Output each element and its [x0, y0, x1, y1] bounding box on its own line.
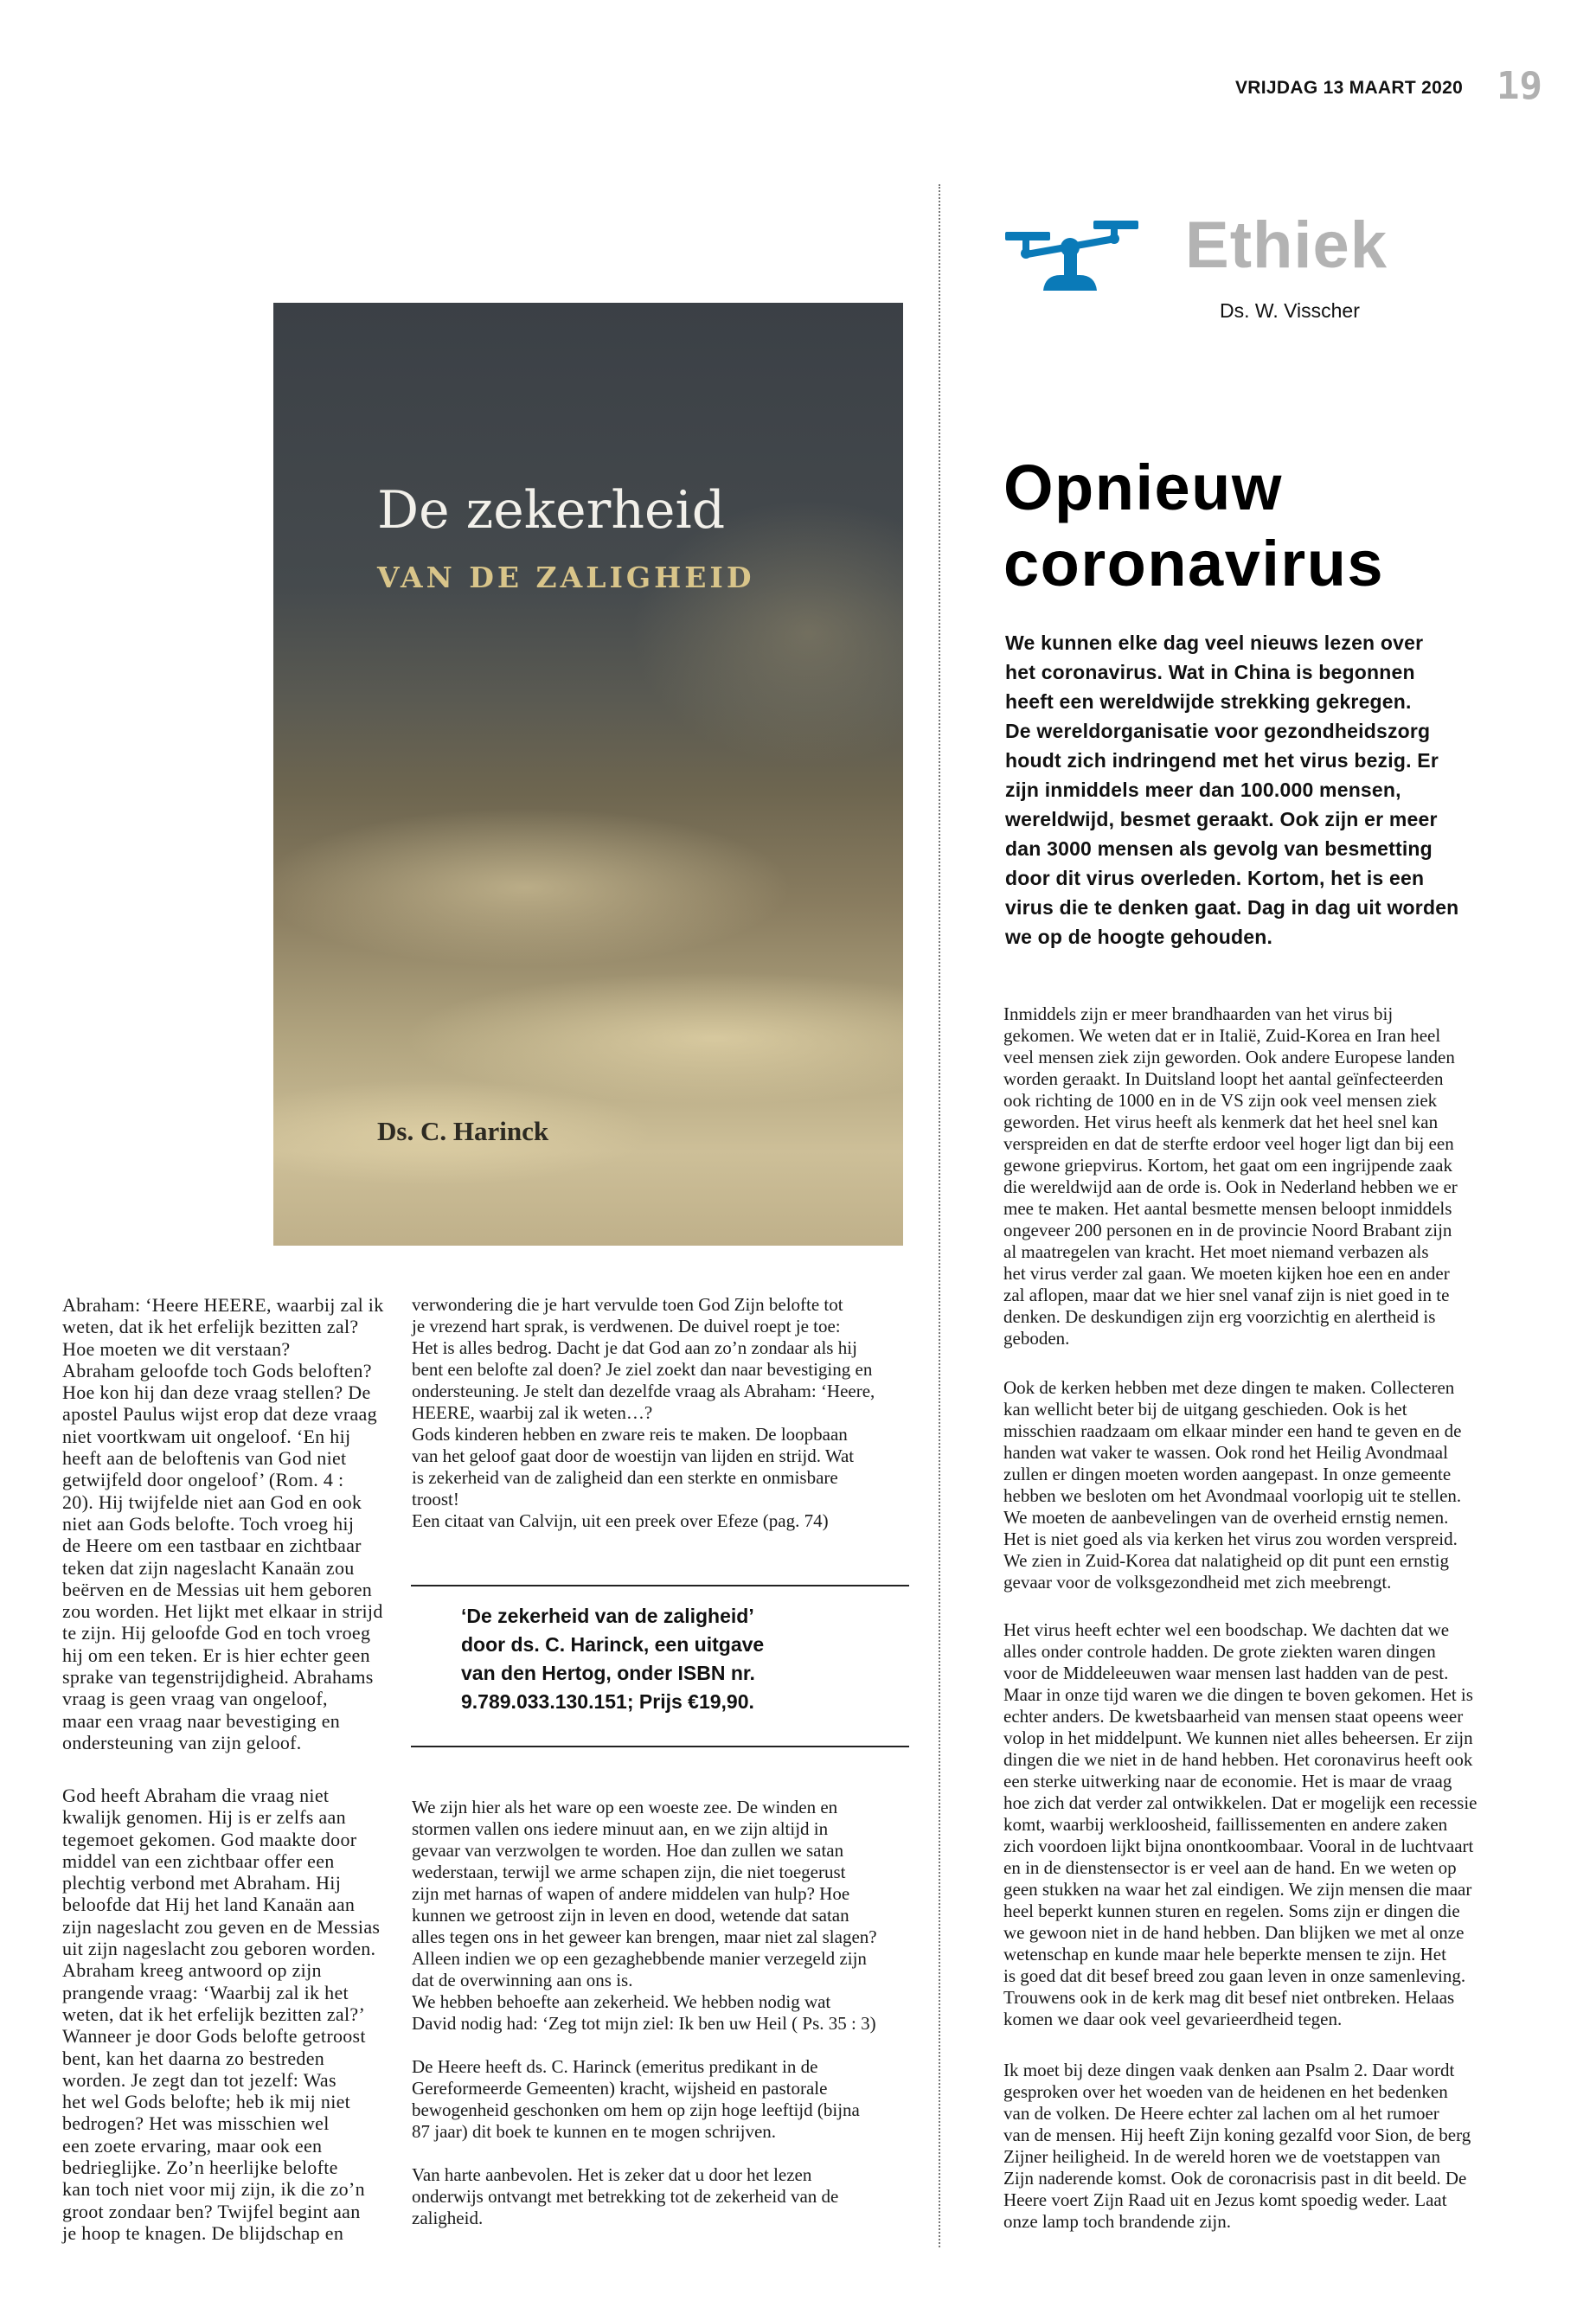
- cover-title: De zekerheid: [377, 480, 726, 541]
- article-headline: Opnieuw coronavirus: [1003, 452, 1385, 599]
- book-review-paragraph: We zijn hier als het ware op een woeste zee. De winden en stormen vallen ons iedere minuut aan, en we zijn altijd in gevaar van verzwolgen te worden. Hoe dan zullen we satan wederstaan, terwijl we arme schapen zijn, die niet toegerust zijn met harnas of wapen of andere middelen van hulp? Hoe kunnen we getroost zijn in leven en dood, wetende dat satan alles tegen ons in het geweer kan brengen, maar niet zal slagen? Alleen indien we op een gezaghebbende manier verzegeld zijn dat de overwinning aan ons is. We hebben behoefte aan zekerheid. We hebben nodig wat David nodig had: ‘Zeg tot mijn ziel: Ik ben uw Heil ( Ps. 35 : 3) De Heere heeft ds. C. Harinck (emeritus predikant in de Gereformeerde Gemeenten) kracht, wijsheid en pastorale bewogenheid geschonken om hem op zijn hoge leeftijd (bijna 87 jaar) dit boek te kunnen en te mogen schrijven. Van harte aanbevolen. Het is zeker dat u door het lezen onderwijs ontvangt met betrekking tot de zekerheid van de zaligheid.: [412, 1797, 877, 2228]
- article-paragraph: Inmiddels zijn er meer brandhaarden van het virus bij gekomen. We weten dat er in Italië, Zuid-Korea en Iran heel veel mensen ziek zijn geworden. Ook andere Europese landen worden geraakt. In Duitsland loopt het aantal geïnfecteerden ook richting de 1000 en in de VS zijn ook veel mensen ziek geworden. Het virus heeft als kenmerk dat het heel snel kan verspreiden en dat de sterfte erdoor veel hoger ligt dan bij een gewone griepvirus. Kortom, het gaat om een ingrijpende zaak die wereldwijd aan de orde is. Ook in Nederland hebben we er mee te maken. Het aantal besmette mensen beloopt inmiddels ongeveer 200 personen en in de provincie Noord Brabant zijn al maatregelen van kracht. Het moet niemand verbazen als het virus verder zal gaan. We moeten kijken hoe een en ander zal aflopen, maar dat we hier snel vanaf zijn is niet goed in te denken. De deskundigen zijn erg voorzichtig en alertheid is geboden.: [1003, 1003, 1458, 1349]
- scales-icon: [1003, 215, 1168, 292]
- info-box-bottom-rule: [411, 1746, 909, 1747]
- book-info-box: ‘De zekerheid van de zaligheid’ door ds. C. Harinck, een uitgave van den Hertog, onder ISBN nr. 9.789.033.130.151; Prijs €19,90.: [461, 1605, 765, 1713]
- article-paragraph: Het virus heeft echter wel een boodschap. We dachten dat we alles onder controle hadden. De grote ziekten waren dingen voor de Middeleeuwen waar mensen last hadden van de pest. Maar in onze tijd waren we die dingen te boven gekomen. Het is echter anders. De kwetsbaarheid van mensen staat opeens weer volop in het middelpunt. We kunnen niet alles beheersen. Er zijn dingen die we niet in de hand hebben. Het coronavirus heeft ook een sterke uitwerking naar de economie. Het is maar de vraag hoe zich dat verder zal ontwikkelen. Dat er mogelijk een recessie komt, waarbij werkloosheid, faillissementen en andere zaken zich voordoen lijkt bijna onontkoombaar. Vooral in de luchtvaart en in de dienstensector is er veel aan de hand. En we weten op geen stukken na waar het zal eindigen. We zijn mensen die maar heel beperkt kunnen sturen en regelen. Soms zijn er dingen die we gewoon niet in de hand hebben. Dan blijken we met al onze wetenschap en kunde maar hele beperkte mensen te zijn. Het is goed dat dit besef breed zou gaan leven in onze samenleving. Trouwens ook in de kerk mag dit besef niet ontbreken. Helaas komen we daar ook veel gevarieerdheid tegen.: [1003, 1619, 1477, 2029]
- cover-author: Ds. C. Harinck: [377, 1116, 549, 1146]
- info-box-top-rule: [411, 1585, 909, 1586]
- article-intro: We kunnen elke dag veel nieuws lezen over het coronavirus. Wat in China is begonnen heeft een wereldwijde strekking gekregen. De wereldorganisatie voor gezondheidszorg houdt zich indringend met het virus bezig. Er zijn inmiddels meer dan 100.000 mensen, wereldwijd, besmet geraakt. Ook zijn er meer dan 3000 mensen als gevolg van besmetting door dit virus overleden. Kortom, het is een virus die te denken gaat. Dag in dag uit worden we op de hoogte gehouden.: [1005, 631, 1459, 948]
- article-author: Ds. W. Visscher: [1220, 299, 1360, 322]
- book-review-paragraph: Abraham: ‘Heere HEERE, waarbij zal ik weten, dat ik het erfelijk bezitten zal? Hoe moeten we dit verstaan? Abraham geloofde toch Gods beloften? Hoe kon hij dan deze vraag stellen? De apostel Paulus wijst erop dat deze vraag niet voortkwam uit ongeloof. ‘En hij heeft aan de beloftenis van God niet getwijfeld door ongeloof’ (Rom. 4 : 20). Hij twijfelde niet aan God en ook niet aan Gods belofte. Toch vroeg hij de Heere om een tastbaar en zichtbaar teken dat zijn nageslacht Kanaän zou beërven en de Messias uit hem geboren zou worden. Het lijkt met elkaar in strijd te zijn. Hij geloofde God en toch vroeg hij om een teken. Er is hier echter geen sprake van tegenstrijdigheid. Abrahams vraag is geen vraag van ongeloof, maar een vraag naar bevestiging en ondersteuning van zijn geloof.: [62, 1294, 384, 1753]
- book-cover-image: [273, 303, 903, 1246]
- book-review-quote: verwondering die je hart vervulde toen God Zijn belofte tot je vrezend hart sprak, is verdwenen. De duivel roept je toe: Het is alles bedrog. Dacht je dat God aan zo’n zondaar als hij bent een belofte zal doen? Je ziel zoekt dan naar bevestiging en ondersteuning. Je stelt dan dezelfde vraag als Abraham: ‘Heere, HEERE, waarbij zal ik weten…? Gods kinderen hebben en zware reis te maken. De loopbaan van het geloof gaat door de woestijn van lijden en strijd. Wat is zekerheid van de zaligheid dan een sterkte en onmisbare troost! Een citaat van Calvijn, uit een preek over Efeze (pag. 74): [412, 1294, 875, 1531]
- article-paragraph: Ik moet bij deze dingen vaak denken aan Psalm 2. Daar wordt gesproken over het woeden van de heidenen en het bedenken van de volken. De Heere echter zal lachen om al het rumoer van de mensen. Hij heeft Zijn koning gezalfd voor Sion, de berg Zijner heiligheid. In de wereld horen we de voetstappen van Zijn naderende komst. Ook de coronacrisis past in dit beeld. De Heere voert Zijn Raad uit en Jezus komt spoedig weder. Laat onze lamp toch brandende zijn.: [1003, 2060, 1471, 2232]
- issue-date: VRIJDAG 13 MAART 2020: [1235, 78, 1464, 98]
- column-divider: [939, 184, 940, 2247]
- section-title: Ethiek: [1185, 208, 1388, 282]
- book-review-paragraph: God heeft Abraham die vraag niet kwalijk genomen. Hij is er zelfs aan tegemoet gekomen. God maakte door middel van een zichtbaar offer een plechtig verbond met Abraham. Hij beloofde dat Hij het land Kanaän aan zijn nageslacht zou geven en de Messias uit zijn nageslacht zou geboren worden. Abraham kreeg antwoord op zijn prangende vraag: ‘Waarbij zal ik het weten, dat ik het erfelijk bezitten zal?’ Wanneer je door Gods belofte getroost bent, kan het daarna zo bestreden worden. Je zegt dan tot jezelf: Was het wel Gods belofte; heb ik mij niet bedrogen? Het was misschien wel een zoete ervaring, maar ook een bedrieglijke. Zo’n heerlijke belofte kan toch niet voor mij zijn, ik die zo’n groot zondaar ben? Twijfel begint aan je hoop te knagen. De blijdschap en: [62, 1785, 381, 2244]
- page-number: 19: [1497, 64, 1542, 108]
- article-paragraph: Ook de kerken hebben met deze dingen te maken. Collecteren kan wellicht beter bij de uitgang geschieden. Ook is het misschien raadzaam om elkaar minder een hand te geven en de handen wat vaker te wassen. Ook rond het Heilig Avondmaal zullen er dingen moeten worden aangepast. In onze gemeente hebben we besloten om het Avondmaal voorlopig uit te stellen. We moeten de aanbevelingen van de overheid ernstig nemen. Het is niet goed als via kerken het virus zou worden verspreid. We zien in Zuid-Korea dat nalatigheid op dit punt een ernstig gevaar voor de volksgezondheid met zich meebrengt.: [1003, 1377, 1462, 1593]
- cover-subtitle: VAN DE ZALIGHEID: [377, 561, 755, 594]
